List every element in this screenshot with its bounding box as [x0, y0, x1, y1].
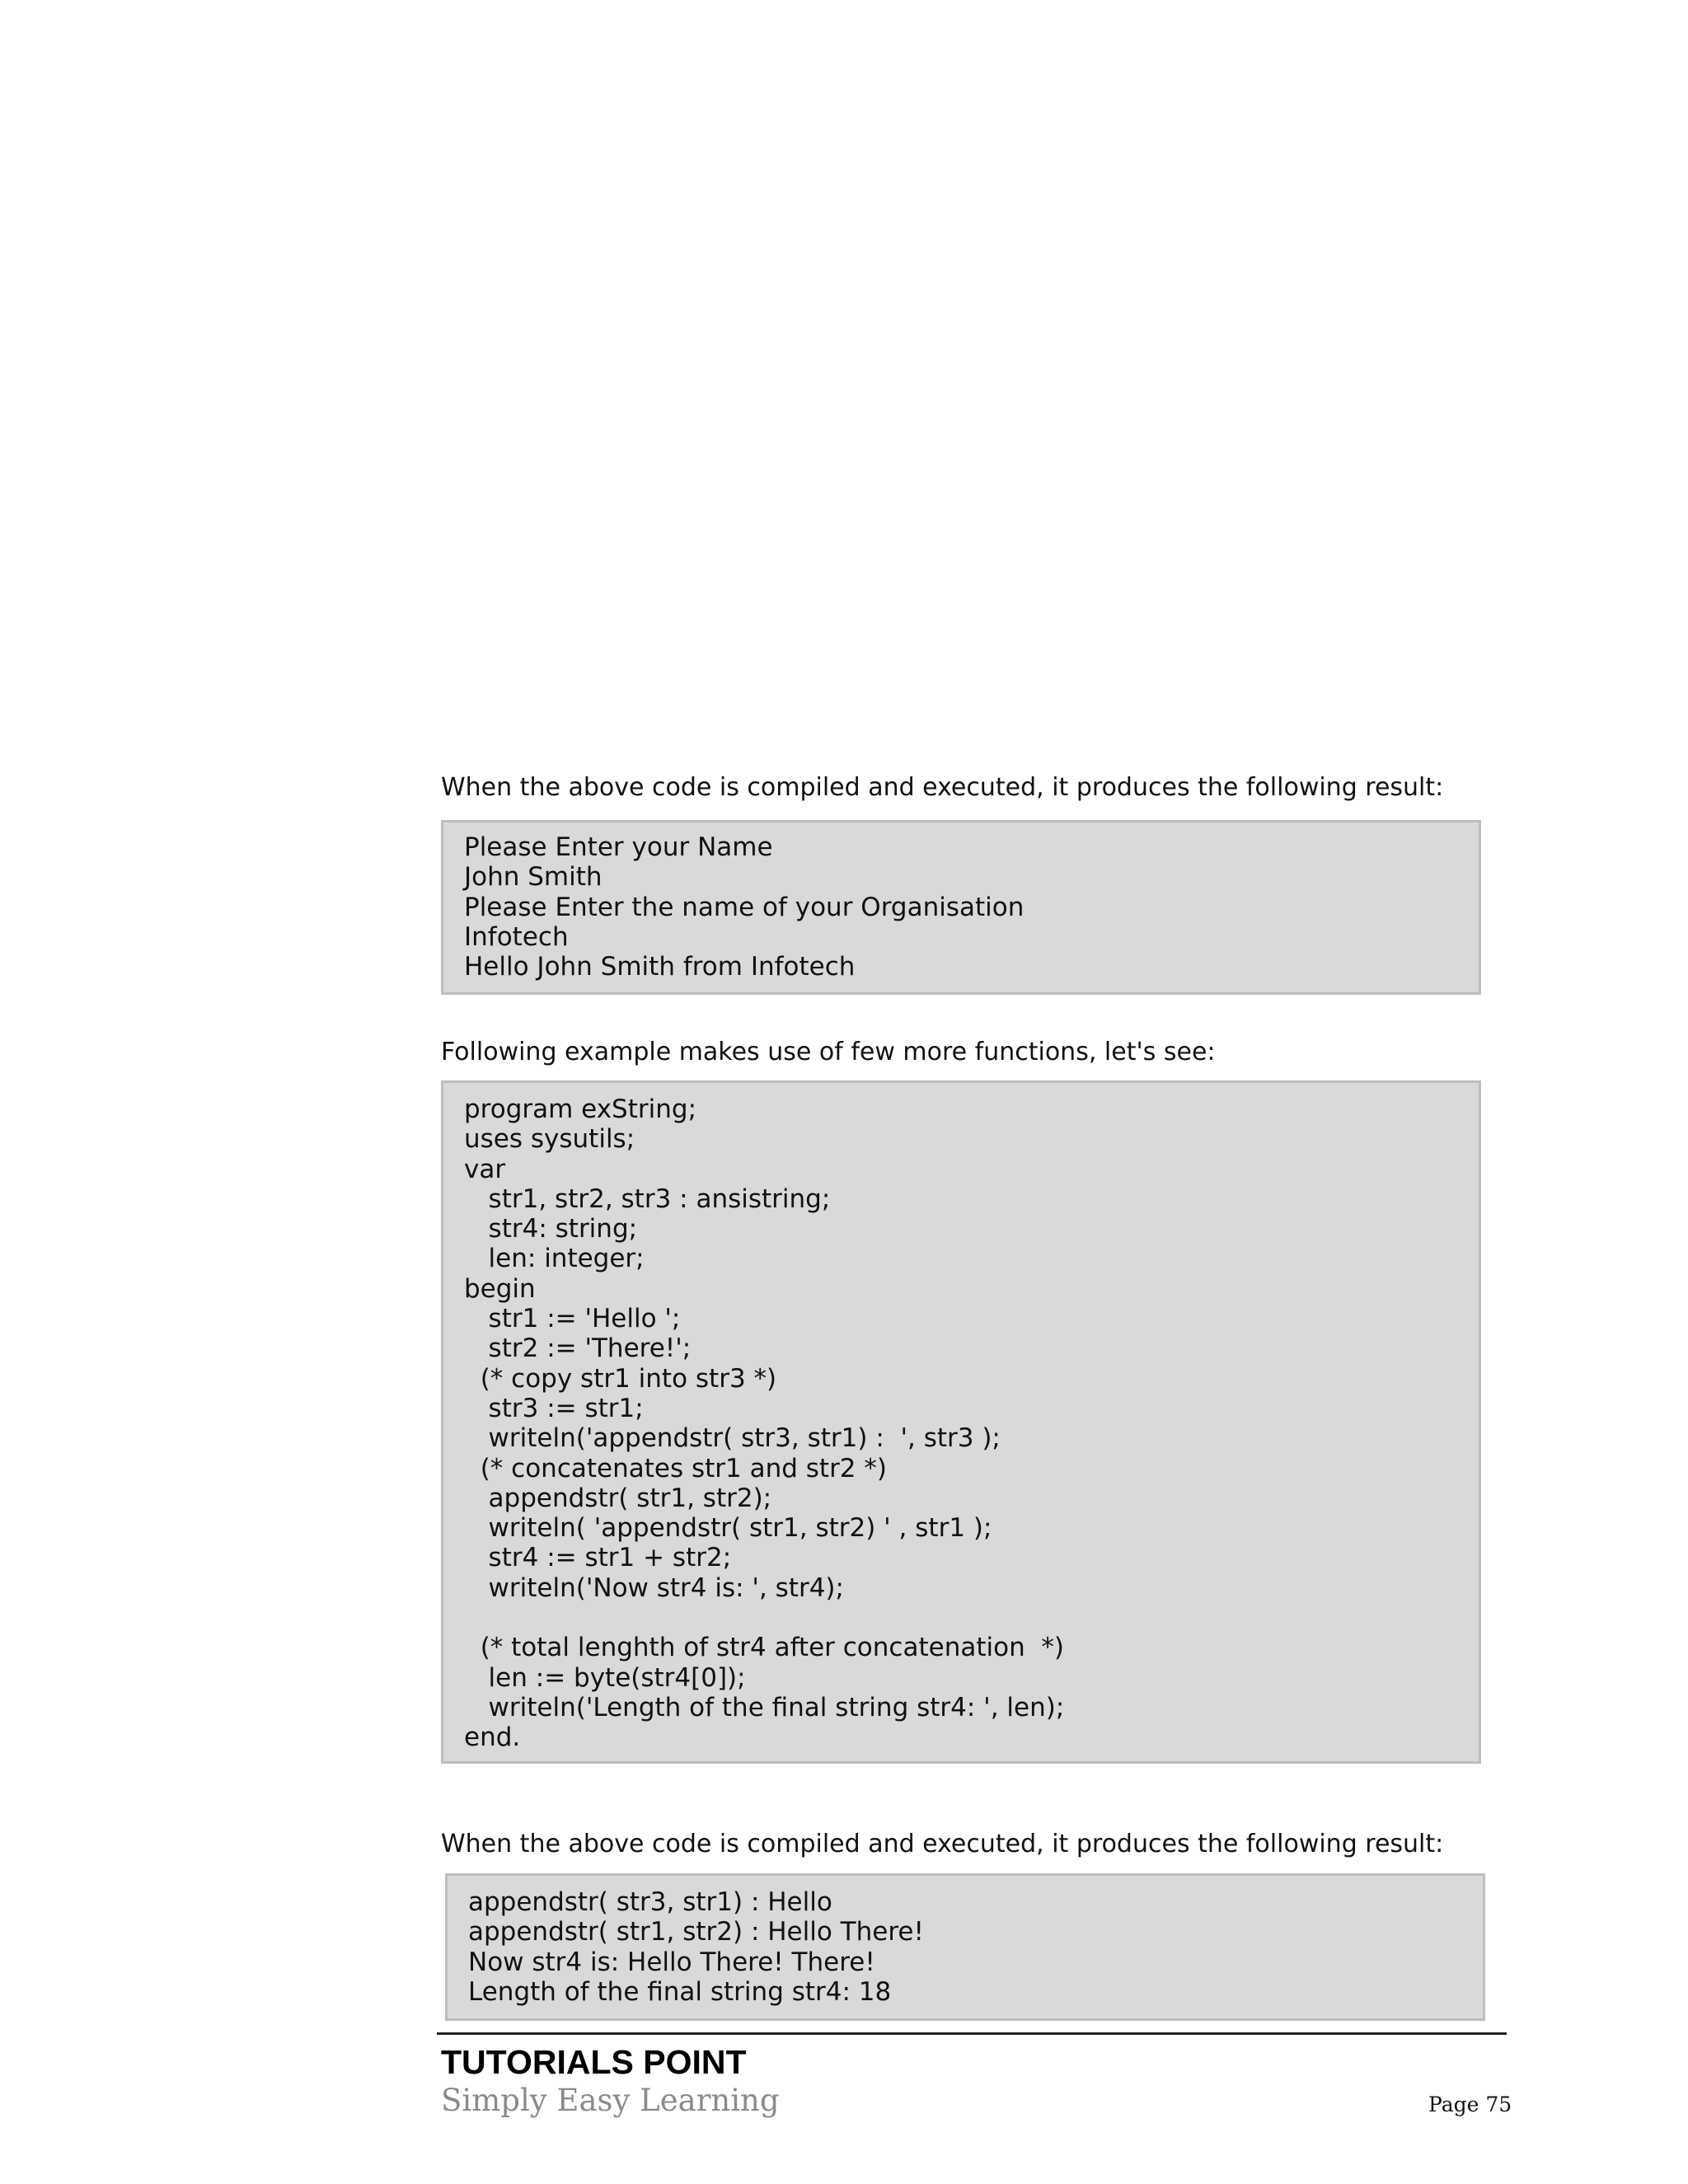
output-line: Infotech	[464, 921, 569, 952]
footer-divider	[437, 2032, 1507, 2035]
output-box-1	[441, 820, 1481, 995]
output-line: Please Enter your Name	[464, 832, 773, 862]
example-intro-text: Following example makes use of few more functions, let's see:	[441, 1038, 1216, 1066]
output-line: John Smith	[464, 862, 603, 893]
code-line: str4 := str1 + str2;	[464, 1543, 732, 1573]
code-line: len := byte(str4[0]);	[464, 1662, 746, 1693]
code-line-blank	[464, 1603, 1479, 1633]
code-line: var	[464, 1154, 506, 1184]
code-line: begin	[464, 1273, 536, 1304]
code-line: str1, str2, str3 : ansistring;	[464, 1183, 831, 1214]
result-intro-text: When the above code is compiled and executed, it produces the following result:	[441, 773, 1444, 802]
code-line: str3 := str1;	[464, 1393, 644, 1423]
code-line: appendstr( str1, str2);	[464, 1483, 772, 1513]
code-line: (* copy str1 into str3 *)	[464, 1363, 777, 1394]
code-line: len: integer;	[464, 1244, 645, 1274]
code-line: (* total lenghth of str4 after concatenation *)	[464, 1633, 1065, 1663]
footer-tagline: Simply Easy Learning	[441, 2083, 780, 2118]
code-line: (* concatenates str1 and str2 *)	[464, 1453, 887, 1483]
result-intro-text-2: When the above code is compiled and executed, it produces the following result:	[441, 1830, 1444, 1858]
output-line: appendstr( str1, str2) : Hello There!	[468, 1917, 924, 1947]
code-line: writeln('Now str4 is: ', str4);	[464, 1572, 844, 1603]
code-line: str2 := 'There!';	[464, 1333, 692, 1364]
footer-brand: TUTORIALS POINT	[441, 2043, 747, 2081]
page-number: Page 75	[1428, 2093, 1512, 2116]
code-line: writeln('appendstr( str3, str1) : ', str3 );	[464, 1423, 1001, 1454]
output-line: appendstr( str3, str1) : Hello	[468, 1887, 832, 1917]
code-box	[441, 1080, 1481, 1764]
output-line: Now str4 is: Hello There! There!	[468, 1947, 875, 1977]
output-box-2	[445, 1873, 1485, 2021]
code-line: str4: string;	[464, 1214, 638, 1244]
code-line: end.	[464, 1722, 521, 1753]
code-line: writeln('Length of the final string str4: ', len);	[464, 1692, 1065, 1722]
code-line: str1 := 'Hello ';	[464, 1304, 681, 1334]
output-line: Length of the final string str4: 18	[468, 1976, 892, 2007]
code-line: program exString;	[464, 1094, 697, 1124]
output-line: Hello John Smith from Infotech	[464, 952, 856, 982]
code-line: uses sysutils;	[464, 1124, 635, 1155]
output-line: Please Enter the name of your Organisation	[464, 892, 1025, 922]
code-line: writeln( 'appendstr( str1, str2) ' , str1 );	[464, 1513, 992, 1544]
